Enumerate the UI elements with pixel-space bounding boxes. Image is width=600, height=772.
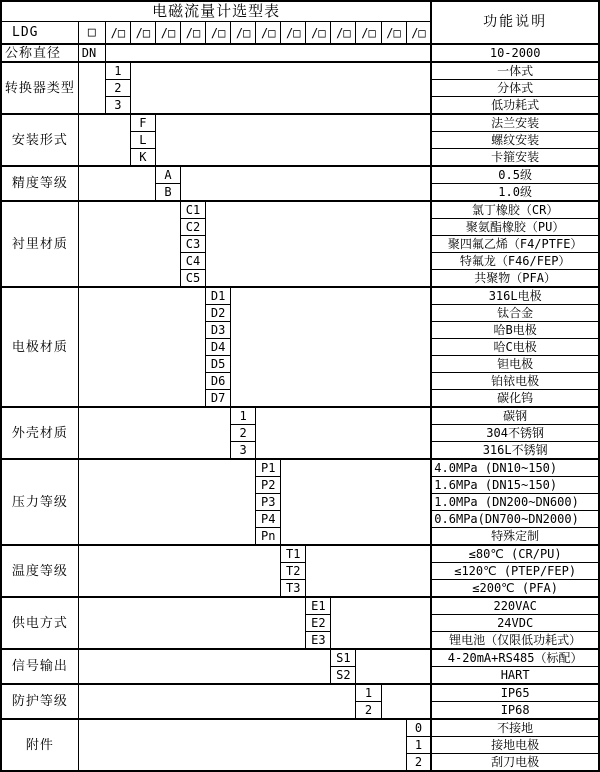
option-desc: 分体式 bbox=[431, 80, 599, 97]
option-desc: 刮刀电极 bbox=[431, 754, 599, 772]
model-slot-cell: /□ bbox=[206, 22, 231, 45]
model-slot-cell: /□ bbox=[130, 22, 155, 45]
option-code: 1 bbox=[406, 737, 431, 754]
category-label: 防护等级 bbox=[1, 684, 78, 719]
spacer-cell bbox=[206, 201, 432, 287]
option-desc: ≤200℃ (PFA) bbox=[431, 580, 599, 598]
model-slot-cell: /□ bbox=[256, 22, 281, 45]
model-slot-cell: /□ bbox=[306, 22, 331, 45]
option-code: E2 bbox=[306, 615, 331, 632]
option-desc: 1.6MPa (DN15~150) bbox=[431, 477, 599, 494]
option-desc: 共聚物（PFA） bbox=[431, 270, 599, 288]
function-desc-header: 功能说明 bbox=[431, 1, 599, 44]
option-desc: 1.0级 bbox=[431, 184, 599, 202]
spacer-cell bbox=[231, 287, 432, 407]
category-label: 衬里材质 bbox=[1, 201, 78, 287]
model-slot-cell: /□ bbox=[381, 22, 406, 45]
option-desc: 法兰安装 bbox=[431, 114, 599, 132]
option-desc: 10-2000 bbox=[431, 44, 599, 62]
category-label: 安装形式 bbox=[1, 114, 78, 166]
option-code: D1 bbox=[206, 287, 231, 305]
option-desc: 220VAC bbox=[431, 597, 599, 615]
option-desc: HART bbox=[431, 667, 599, 685]
option-code: D6 bbox=[206, 373, 231, 390]
option-desc: ≤120℃ (PTEP/FEP) bbox=[431, 563, 599, 580]
option-code: D2 bbox=[206, 305, 231, 322]
option-code: D5 bbox=[206, 356, 231, 373]
option-desc: IP68 bbox=[431, 702, 599, 720]
option-desc: 铂铱电极 bbox=[431, 373, 599, 390]
option-code: T2 bbox=[281, 563, 306, 580]
option-desc: IP65 bbox=[431, 684, 599, 702]
spacer-cell bbox=[256, 407, 432, 459]
category-label: 温度等级 bbox=[1, 545, 78, 597]
option-desc: 不接地 bbox=[431, 719, 599, 737]
spacer-cell bbox=[78, 597, 306, 649]
category-label: 外壳材质 bbox=[1, 407, 78, 459]
spacer-cell bbox=[155, 114, 431, 166]
model-slot-cell: /□ bbox=[331, 22, 356, 45]
model-slot-cell: /□ bbox=[105, 22, 130, 45]
option-desc: 特氟龙（F46/FEP） bbox=[431, 253, 599, 270]
option-code: B bbox=[155, 184, 180, 202]
model-slot-cell: /□ bbox=[231, 22, 256, 45]
category-label: 压力等级 bbox=[1, 459, 78, 545]
option-desc: 碳化钨 bbox=[431, 390, 599, 408]
option-code: C3 bbox=[181, 236, 206, 253]
option-desc: 4.0MPa (DN10~150) bbox=[431, 459, 599, 477]
spacer-cell bbox=[130, 62, 431, 114]
spacer-cell bbox=[78, 719, 406, 771]
option-code: D4 bbox=[206, 339, 231, 356]
spacer-cell bbox=[78, 62, 105, 114]
option-code: 3 bbox=[231, 442, 256, 460]
category-label-dn: 公称直径 bbox=[1, 44, 78, 62]
option-code: C4 bbox=[181, 253, 206, 270]
option-code: T3 bbox=[281, 580, 306, 598]
spacer-cell bbox=[78, 287, 205, 407]
option-code: K bbox=[130, 149, 155, 167]
option-desc: 0.6MPa(DN700~DN2000) bbox=[431, 511, 599, 528]
spacer-cell bbox=[78, 166, 155, 201]
option-desc: 聚四氟乙烯（F4/PTFE） bbox=[431, 236, 599, 253]
option-code: P4 bbox=[256, 511, 281, 528]
option-code: P3 bbox=[256, 494, 281, 511]
option-desc: ≤80℃ (CR/PU) bbox=[431, 545, 599, 563]
option-desc: 一体式 bbox=[431, 62, 599, 80]
option-code: 1 bbox=[231, 407, 256, 425]
option-desc: 聚氨酯橡胶（PU） bbox=[431, 219, 599, 236]
option-desc: 24VDC bbox=[431, 615, 599, 632]
spacer-cell bbox=[181, 166, 432, 201]
option-code: DN bbox=[78, 44, 105, 62]
option-code: F bbox=[130, 114, 155, 132]
option-code: L bbox=[130, 132, 155, 149]
spacer-cell bbox=[281, 459, 432, 545]
option-code: S2 bbox=[331, 667, 356, 685]
spacer-cell bbox=[105, 44, 431, 62]
category-label: 精度等级 bbox=[1, 166, 78, 201]
option-code: 2 bbox=[231, 425, 256, 442]
spacer-cell bbox=[381, 684, 431, 719]
option-code: 2 bbox=[356, 702, 381, 720]
spacer-cell bbox=[78, 684, 356, 719]
option-code: Pn bbox=[256, 528, 281, 546]
option-desc: 氯丁橡胶（CR） bbox=[431, 201, 599, 219]
model-slot-cell: /□ bbox=[356, 22, 381, 45]
option-code: P2 bbox=[256, 477, 281, 494]
option-desc: 特殊定制 bbox=[431, 528, 599, 546]
option-desc: 锂电池（仅限低功耗式） bbox=[431, 632, 599, 650]
spacer-cell bbox=[356, 649, 431, 684]
option-code: E1 bbox=[306, 597, 331, 615]
model-slot-cell: /□ bbox=[406, 22, 431, 45]
option-code: 1 bbox=[105, 62, 130, 80]
option-desc: 1.0MPa (DN200~DN600) bbox=[431, 494, 599, 511]
model-slot-cell: /□ bbox=[155, 22, 180, 45]
category-label: 附件 bbox=[1, 719, 78, 771]
option-desc: 卡箍安装 bbox=[431, 149, 599, 167]
option-desc: 哈C电极 bbox=[431, 339, 599, 356]
option-code: 3 bbox=[105, 97, 130, 115]
spacer-cell bbox=[78, 545, 281, 597]
spacer-cell bbox=[78, 407, 230, 459]
option-code: T1 bbox=[281, 545, 306, 563]
option-code: D7 bbox=[206, 390, 231, 408]
option-desc: 4-20mA+RS485（标配） bbox=[431, 649, 599, 667]
option-code: 1 bbox=[356, 684, 381, 702]
option-code: A bbox=[155, 166, 180, 184]
option-desc: 316L电极 bbox=[431, 287, 599, 305]
spacer-cell bbox=[78, 649, 331, 684]
option-desc: 低功耗式 bbox=[431, 97, 599, 115]
option-code: C2 bbox=[181, 219, 206, 236]
option-code: C5 bbox=[181, 270, 206, 288]
option-desc: 哈B电极 bbox=[431, 322, 599, 339]
option-code: 0 bbox=[406, 719, 431, 737]
option-desc: 螺纹安装 bbox=[431, 132, 599, 149]
option-code: 2 bbox=[105, 80, 130, 97]
category-label: 电极材质 bbox=[1, 287, 78, 407]
spacer-cell bbox=[78, 114, 130, 166]
option-desc: 钽电极 bbox=[431, 356, 599, 373]
page-title: 电磁流量计选型表 bbox=[1, 1, 431, 22]
option-code: E3 bbox=[306, 632, 331, 650]
option-desc: 304不锈钢 bbox=[431, 425, 599, 442]
spacer-cell bbox=[331, 597, 431, 649]
category-label: 信号输出 bbox=[1, 649, 78, 684]
option-desc: 钛合金 bbox=[431, 305, 599, 322]
option-desc: 316L不锈钢 bbox=[431, 442, 599, 460]
spacer-cell bbox=[78, 201, 180, 287]
spacer-cell bbox=[306, 545, 431, 597]
option-desc: 0.5级 bbox=[431, 166, 599, 184]
option-desc: 接地电极 bbox=[431, 737, 599, 754]
spacer-cell bbox=[78, 459, 255, 545]
model-box-cell: □ bbox=[78, 22, 105, 45]
category-label: 转换器类型 bbox=[1, 62, 78, 114]
option-code: 2 bbox=[406, 754, 431, 772]
model-slot-cell: /□ bbox=[281, 22, 306, 45]
option-code: D3 bbox=[206, 322, 231, 339]
option-code: C1 bbox=[181, 201, 206, 219]
option-desc: 碳钢 bbox=[431, 407, 599, 425]
category-label: 供电方式 bbox=[1, 597, 78, 649]
model-prefix: LDG bbox=[1, 22, 78, 45]
option-code: P1 bbox=[256, 459, 281, 477]
model-slot-cell: /□ bbox=[181, 22, 206, 45]
option-code: S1 bbox=[331, 649, 356, 667]
